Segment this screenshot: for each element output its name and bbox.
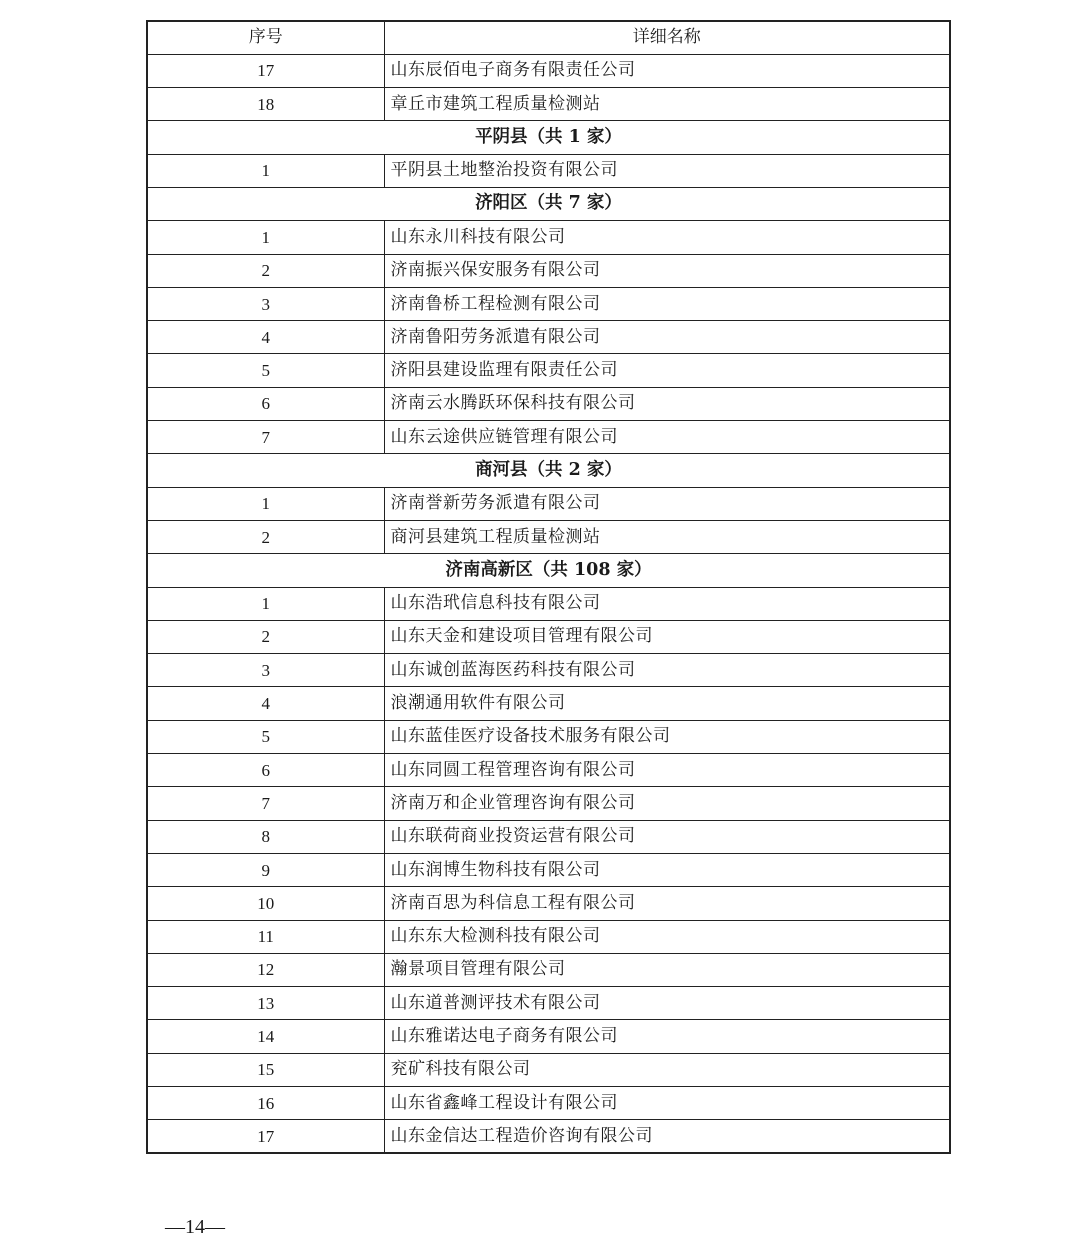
row-number: 6	[147, 754, 384, 787]
row-number: 2	[147, 520, 384, 553]
section-header-row	[147, 187, 950, 220]
table-row	[147, 54, 950, 87]
table-row	[147, 287, 950, 320]
table-row	[147, 987, 950, 1020]
company-name: 山东雅诺达电子商务有限公司	[384, 1020, 950, 1053]
row-number: 1	[147, 221, 384, 254]
company-name: 山东同圆工程管理咨询有限公司	[384, 754, 950, 787]
row-number: 9	[147, 853, 384, 886]
table-row	[147, 1120, 950, 1153]
row-number: 2	[147, 254, 384, 287]
company-name: 济南誉新劳务派遣有限公司	[384, 487, 950, 520]
row-number: 5	[147, 354, 384, 387]
row-number: 2	[147, 620, 384, 653]
company-table	[146, 20, 951, 1154]
company-name: 济南鲁桥工程检测有限公司	[384, 287, 950, 320]
company-name: 山东金信达工程造价咨询有限公司	[384, 1120, 950, 1153]
section-header-row	[147, 121, 950, 154]
table-row	[147, 154, 950, 187]
row-number: 11	[147, 920, 384, 953]
table-row	[147, 587, 950, 620]
row-number: 17	[147, 1120, 384, 1153]
company-name: 山东永川科技有限公司	[384, 221, 950, 254]
row-number: 18	[147, 88, 384, 121]
section-header-row	[147, 554, 950, 587]
table-row	[147, 421, 950, 454]
table-row	[147, 254, 950, 287]
table-row	[147, 853, 950, 886]
table-row	[147, 887, 950, 920]
table-row	[147, 88, 950, 121]
table-row	[147, 221, 950, 254]
table-row	[147, 520, 950, 553]
company-name: 山东省鑫峰工程设计有限公司	[384, 1087, 950, 1120]
table-row	[147, 953, 950, 986]
table-row	[147, 387, 950, 420]
row-number: 16	[147, 1087, 384, 1120]
company-name: 济南振兴保安服务有限公司	[384, 254, 950, 287]
row-number: 7	[147, 787, 384, 820]
company-table-container	[146, 20, 949, 1154]
row-number: 7	[147, 421, 384, 454]
row-number: 15	[147, 1053, 384, 1086]
row-number: 1	[147, 154, 384, 187]
company-name: 平阴县土地整治投资有限公司	[384, 154, 950, 187]
page-number: —14—	[165, 1216, 225, 1238]
section-title: 商河县（共 2 家）	[147, 454, 950, 487]
company-name: 山东东大检测科技有限公司	[384, 920, 950, 953]
company-name: 济阳县建设监理有限责任公司	[384, 354, 950, 387]
company-name: 山东联荷商业投资运营有限公司	[384, 820, 950, 853]
section-header-row	[147, 454, 950, 487]
table-row	[147, 620, 950, 653]
company-name: 山东诚创蓝海医药科技有限公司	[384, 654, 950, 687]
section-title: 济南高新区（共 108 家）	[147, 554, 950, 587]
company-name: 山东浩玳信息科技有限公司	[384, 587, 950, 620]
row-number: 4	[147, 321, 384, 354]
company-name: 浪潮通用软件有限公司	[384, 687, 950, 720]
table-row	[147, 687, 950, 720]
table-row	[147, 820, 950, 853]
row-number: 3	[147, 654, 384, 687]
table-row	[147, 654, 950, 687]
company-name: 济南鲁阳劳务派遣有限公司	[384, 321, 950, 354]
row-number: 6	[147, 387, 384, 420]
company-name: 瀚景项目管理有限公司	[384, 953, 950, 986]
company-name: 济南云水腾跃环保科技有限公司	[384, 387, 950, 420]
table-row	[147, 354, 950, 387]
company-name: 山东天金和建设项目管理有限公司	[384, 620, 950, 653]
table-row	[147, 487, 950, 520]
row-number: 14	[147, 1020, 384, 1053]
table-row	[147, 787, 950, 820]
row-number: 1	[147, 587, 384, 620]
header-name: 详细名称	[384, 21, 950, 54]
row-number: 13	[147, 987, 384, 1020]
section-title: 平阴县（共 1 家）	[147, 121, 950, 154]
company-name: 山东云途供应链管理有限公司	[384, 421, 950, 454]
company-name: 济南百思为科信息工程有限公司	[384, 887, 950, 920]
company-name: 济南万和企业管理咨询有限公司	[384, 787, 950, 820]
table-row	[147, 920, 950, 953]
row-number: 12	[147, 953, 384, 986]
table-row	[147, 1087, 950, 1120]
section-title: 济阳区（共 7 家）	[147, 187, 950, 220]
table-row	[147, 321, 950, 354]
table-header-row	[147, 21, 950, 54]
row-number: 4	[147, 687, 384, 720]
row-number: 8	[147, 820, 384, 853]
table-row	[147, 720, 950, 753]
company-name: 商河县建筑工程质量检测站	[384, 520, 950, 553]
table-row	[147, 1053, 950, 1086]
company-name: 章丘市建筑工程质量检测站	[384, 88, 950, 121]
row-number: 10	[147, 887, 384, 920]
table-row	[147, 754, 950, 787]
company-name: 山东润博生物科技有限公司	[384, 853, 950, 886]
row-number: 3	[147, 287, 384, 320]
header-number: 序号	[147, 21, 384, 54]
row-number: 1	[147, 487, 384, 520]
row-number: 17	[147, 54, 384, 87]
company-name: 山东道普测评技术有限公司	[384, 987, 950, 1020]
table-body	[147, 54, 950, 1153]
row-number: 5	[147, 720, 384, 753]
company-name: 兖矿科技有限公司	[384, 1053, 950, 1086]
company-name: 山东辰佰电子商务有限责任公司	[384, 54, 950, 87]
table-row	[147, 1020, 950, 1053]
company-name: 山东蓝佳医疗设备技术服务有限公司	[384, 720, 950, 753]
